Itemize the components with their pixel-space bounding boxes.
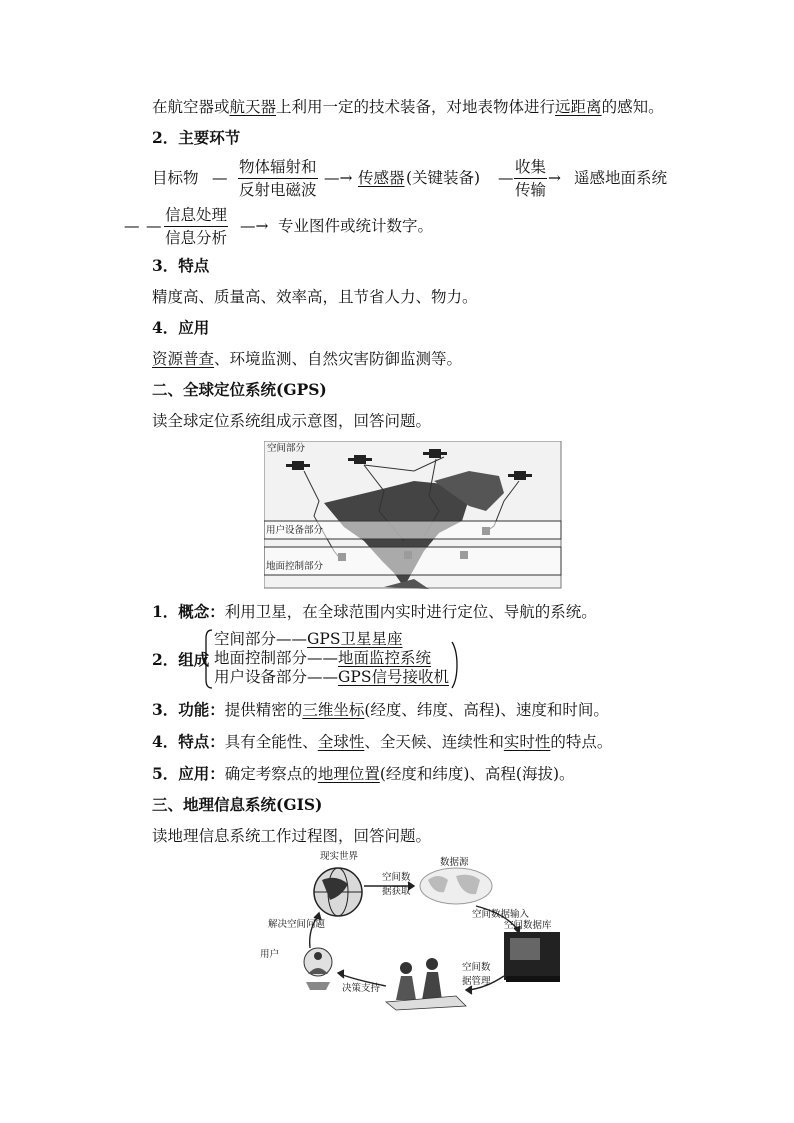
rs-apply-survey: 资源普查 — [152, 350, 215, 368]
gis-mgmt-label-2: 据管理 — [462, 976, 491, 987]
gis-data-source-label: 数据源 — [440, 857, 469, 868]
gps-function-3d: 三维坐标 — [302, 701, 365, 719]
gis-instruction: 读地理信息系统工作过程图，回答问题。 — [152, 827, 432, 845]
comp-r2-part: 地面控制部分—— — [214, 649, 339, 667]
flow-dash-1: — — [212, 169, 228, 187]
fig-ground-label: 地面控制部分 — [266, 561, 324, 572]
gis-solve-label: 解决空间问题 — [268, 919, 326, 930]
gps-features — [152, 732, 612, 752]
world-map-icon — [420, 868, 492, 904]
gis-real-world-label: 现实世界 — [320, 851, 359, 862]
comp-row-3 — [214, 668, 449, 687]
gis-user-label: 用户 — [260, 949, 280, 960]
flow-radiation-bottom: 反射电磁波 — [239, 181, 317, 199]
user-icon — [304, 948, 332, 990]
flow-process — [164, 205, 228, 248]
gps-features-pre: 具有全能性、 — [224, 733, 318, 751]
gis-input-label: 空间数据输入 — [472, 909, 530, 920]
gps-function-pre: 提供精密的 — [224, 701, 303, 719]
flow-collect-bottom: 传输 — [515, 181, 547, 199]
gis-acq-label-2: 据获取 — [382, 886, 411, 897]
globe-icon — [314, 868, 362, 916]
gis-acq-label-1: 空间数 — [382, 872, 411, 883]
gps-function-label: 3．功能： — [152, 700, 225, 719]
gps-figure — [264, 441, 562, 589]
flow-sensor-suffix: (关键装备) — [406, 169, 481, 187]
gps-features-realtime: 实时性 — [503, 733, 551, 751]
rs-def-remote: 远距离 — [555, 98, 602, 116]
gps-application-pre: 确定考察点的 — [224, 765, 318, 783]
rs-features: 精度高、质量高、效率高，且节省人力、物力。 — [152, 288, 478, 306]
gps-features-post: 的特点。 — [550, 733, 613, 751]
rs-heading-apply: 4．应用 — [152, 318, 210, 337]
flow-sensor: 传感器 — [358, 169, 405, 187]
rs-definition — [152, 97, 664, 117]
gis-mgmt-label-1: 空间数 — [462, 962, 491, 973]
flow-collect — [514, 157, 547, 200]
fig-user-label: 用户设备部分 — [266, 525, 324, 536]
flow-process-top: 信息处理 — [164, 205, 228, 227]
comp-r2-value: 地面监控系统 — [338, 649, 432, 667]
rs-apply — [152, 349, 462, 369]
gps-heading: 二、全球定位系统(GPS) — [152, 380, 327, 399]
flow-target: 目标物 — [152, 169, 199, 187]
gps-features-mid: 、全天候、连续性和 — [364, 733, 504, 751]
gps-features-global: 全球性 — [317, 733, 365, 751]
flow-output: 专业图件或统计数字。 — [278, 217, 434, 235]
gps-application-location: 地理位置 — [317, 765, 380, 783]
comp-r1-part: 空间部分—— — [214, 630, 308, 648]
comp-r3-value: GPS信号接收机 — [338, 668, 449, 686]
comp-row-2 — [214, 649, 431, 668]
flow-radiation — [238, 157, 318, 200]
rs-apply-rest: 、环境监测、自然灾害防御监测等。 — [214, 350, 463, 368]
rs-def-post: 的感知。 — [601, 98, 664, 116]
flow-process-bottom: 信息分析 — [165, 229, 228, 247]
gps-instruction: 读全球定位系统组成示意图，回答问题。 — [152, 412, 432, 430]
flow-arrow-3: —→ — [240, 217, 269, 235]
flow-collect-top: 收集 — [514, 157, 547, 179]
flow-dash-2: — — [498, 169, 514, 187]
gis-decision-label: 决策支持 — [342, 983, 381, 994]
flow-arrow-2: → — [548, 169, 561, 187]
flow-ground-system: 遥感地面系统 — [574, 169, 668, 187]
gps-concept-text: 利用卫星，在全球范围内实时进行定位、导航的系统。 — [224, 603, 597, 621]
flow-radiation-top: 物体辐射和 — [238, 157, 318, 179]
comp-row-1 — [214, 630, 402, 649]
gps-composition-label: 2．组成 — [152, 650, 210, 669]
comp-r3-part: 用户设备部分—— — [214, 668, 339, 686]
right-bracket — [450, 640, 460, 690]
gps-function-post: (经度、纬度、高程)、速度和时间。 — [364, 701, 609, 719]
flow-dash-4: — — [146, 217, 162, 235]
rs-heading-process: 2．主要环节 — [152, 128, 241, 147]
gis-database-label: 空间数据库 — [504, 920, 552, 931]
gps-application-label: 5．应用： — [152, 764, 225, 783]
gps-application — [152, 764, 575, 784]
rs-heading-features: 3．特点 — [152, 256, 210, 275]
gis-heading: 三、地理信息系统(GIS) — [152, 795, 323, 814]
gps-concept-label: 1．概念： — [152, 602, 225, 621]
people-icon — [386, 958, 466, 1010]
flow-dash-3: — — [124, 217, 140, 235]
fig-space-label: 空间部分 — [267, 443, 306, 454]
computer-icon — [504, 932, 560, 982]
rs-def-mid: 上利用一定的技术装备，对地表物体进行 — [276, 98, 556, 116]
rs-def-spacecraft: 航天器 — [229, 98, 277, 116]
gis-figure — [256, 850, 566, 1012]
flow-arrow-1: —→ — [324, 169, 353, 187]
left-brace — [202, 628, 214, 690]
gps-application-post: (经度和纬度)、高程(海拔)。 — [379, 765, 575, 783]
rs-def-pre: 在航空器或 — [152, 98, 230, 116]
gps-function — [152, 700, 609, 720]
gps-features-label: 4．特点： — [152, 732, 225, 751]
comp-r1-value: GPS卫星星座 — [307, 630, 403, 648]
gps-concept — [152, 602, 597, 622]
